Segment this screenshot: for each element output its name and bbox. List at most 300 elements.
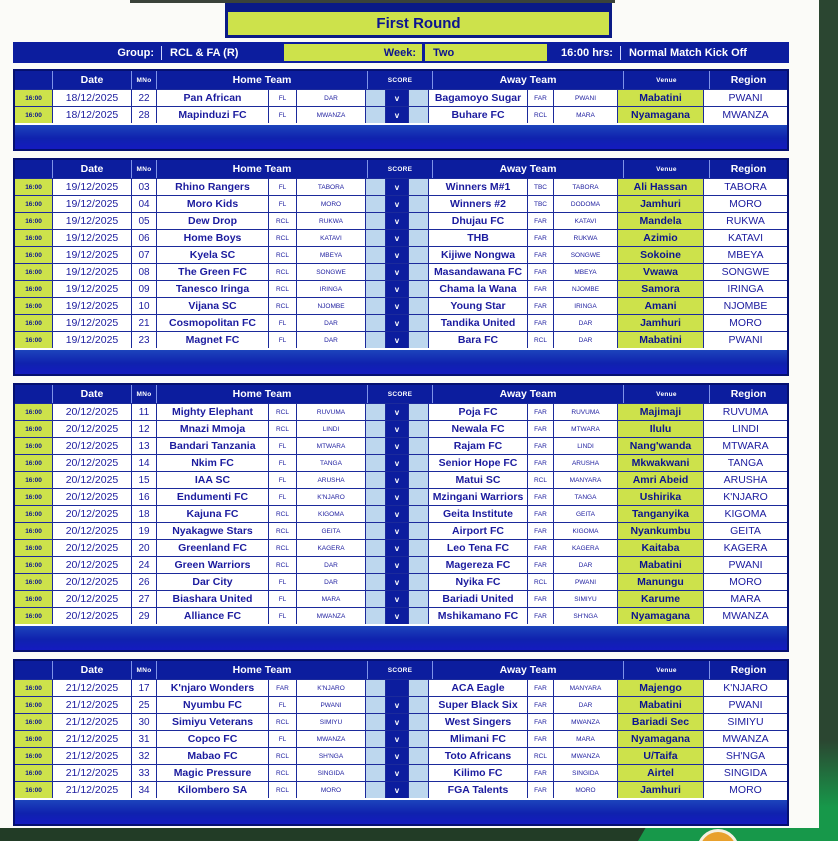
score-home-cell bbox=[366, 697, 386, 713]
fixture-section bbox=[13, 69, 789, 151]
away-league-code-cell: RCL bbox=[528, 574, 554, 590]
bottom-decor-band bbox=[0, 828, 838, 841]
home-league-code-cell: FL bbox=[269, 697, 297, 713]
group-value: RCL & FA (R) bbox=[170, 46, 239, 59]
away-team-cell: Newala FC bbox=[429, 421, 528, 437]
match-number-cell: 30 bbox=[132, 714, 157, 730]
header-region: Region bbox=[730, 664, 767, 676]
date-cell: 19/12/2025 bbox=[53, 264, 132, 280]
versus-cell: v bbox=[386, 540, 409, 556]
away-team-cell: Leo Tena FC bbox=[429, 540, 528, 556]
away-region-cell: DAR bbox=[554, 557, 618, 573]
score-home-cell bbox=[366, 714, 386, 730]
score-home-cell bbox=[366, 731, 386, 747]
score-away-cell bbox=[409, 230, 429, 246]
header-venue: Venue bbox=[624, 385, 710, 403]
region-cell: KIGOMA bbox=[724, 508, 767, 520]
score-away-cell bbox=[409, 680, 429, 696]
fixture-row bbox=[15, 420, 787, 437]
home-league-code-cell: RCL bbox=[269, 421, 297, 437]
date-cell: 20/12/2025 bbox=[53, 506, 132, 522]
home-region-cell: RUKWA bbox=[297, 213, 366, 229]
home-league-code-cell: RCL bbox=[269, 213, 297, 229]
away-region-cell: KATAVI bbox=[554, 213, 618, 229]
venue-cell: Amri Abeid bbox=[618, 472, 704, 488]
date-cell: 20/12/2025 bbox=[53, 438, 132, 454]
score-home-cell bbox=[366, 438, 386, 454]
score-home-cell bbox=[366, 782, 386, 798]
home-league-code-cell: FL bbox=[269, 472, 297, 488]
score-home-cell bbox=[366, 264, 386, 280]
home-region-cell: TANGA bbox=[297, 455, 366, 471]
venue-cell: Amani bbox=[618, 298, 704, 314]
match-number-cell: 03 bbox=[132, 179, 157, 195]
date-cell: 20/12/2025 bbox=[53, 608, 132, 624]
home-team-cell: K'njaro Wonders bbox=[157, 680, 269, 696]
week-label-box: Week: bbox=[284, 44, 422, 61]
kickoff-time-cell: 16:00 bbox=[15, 782, 53, 798]
venue-cell: Mkwakwani bbox=[618, 455, 704, 471]
away-team-cell: Kijiwe Nongwa bbox=[429, 247, 528, 263]
home-league-code-cell: FL bbox=[269, 332, 297, 348]
date-cell: 19/12/2025 bbox=[53, 281, 132, 297]
date-cell: 19/12/2025 bbox=[53, 315, 132, 331]
kickoff-time-cell: 16:00 bbox=[15, 731, 53, 747]
score-home-cell bbox=[366, 179, 386, 195]
versus-cell: v bbox=[386, 455, 409, 471]
match-number-cell: 04 bbox=[132, 196, 157, 212]
venue-cell: Mabatini bbox=[618, 557, 704, 573]
versus-cell: v bbox=[386, 298, 409, 314]
fixture-row bbox=[15, 297, 787, 314]
home-team-cell: Copco FC bbox=[157, 731, 269, 747]
home-region-cell: MWANZA bbox=[297, 608, 366, 624]
info-bar bbox=[13, 42, 789, 63]
header-away-team: Away Team bbox=[433, 160, 624, 178]
away-league-code-cell: FAR bbox=[528, 489, 554, 505]
away-team-cell: Young Star bbox=[429, 298, 528, 314]
home-league-code-cell: FL bbox=[269, 455, 297, 471]
match-number-cell: 34 bbox=[132, 782, 157, 798]
kickoff-time-cell: 16:00 bbox=[15, 591, 53, 607]
home-league-code-cell: RCL bbox=[269, 506, 297, 522]
score-home-cell bbox=[366, 489, 386, 505]
bottom-band-bright-corner bbox=[818, 828, 838, 841]
match-number-cell: 21 bbox=[132, 315, 157, 331]
versus-cell: v bbox=[386, 765, 409, 781]
score-away-cell bbox=[409, 472, 429, 488]
versus-cell: v bbox=[386, 264, 409, 280]
home-league-code-cell: FL bbox=[269, 438, 297, 454]
home-league-code-cell: FL bbox=[269, 196, 297, 212]
away-league-code-cell: RCL bbox=[528, 748, 554, 764]
fixture-row bbox=[15, 437, 787, 454]
away-league-code-cell: RCL bbox=[528, 472, 554, 488]
fixture-section bbox=[13, 383, 789, 652]
away-league-code-cell: FAR bbox=[528, 230, 554, 246]
home-region-cell: K'NJARO bbox=[297, 680, 366, 696]
away-team-cell: Dhujau FC bbox=[429, 213, 528, 229]
region-cell: SIMIYU bbox=[727, 716, 764, 728]
away-region-cell: NJOMBE bbox=[554, 281, 618, 297]
kickoff-time-cell: 16:00 bbox=[15, 298, 53, 314]
match-number-cell: 20 bbox=[132, 540, 157, 556]
home-team-cell: Simiyu Veterans bbox=[157, 714, 269, 730]
away-league-code-cell: FAR bbox=[528, 714, 554, 730]
header-mno: MNo bbox=[132, 71, 157, 89]
header-date: Date bbox=[53, 160, 132, 178]
kickoff-time-cell: 16:00 bbox=[15, 748, 53, 764]
home-league-code-cell: RCL bbox=[269, 404, 297, 420]
away-region-cell: MANYARA bbox=[554, 472, 618, 488]
kickoff-time-cell: 16:00 bbox=[15, 680, 53, 696]
header-region: Region bbox=[730, 163, 767, 175]
away-team-cell: Tandika United bbox=[429, 315, 528, 331]
away-league-code-cell: FAR bbox=[528, 90, 554, 106]
away-region-cell: KIGOMA bbox=[554, 523, 618, 539]
away-team-cell: Bariadi United bbox=[429, 591, 528, 607]
home-team-cell: Nkim FC bbox=[157, 455, 269, 471]
region-cell: MORO bbox=[729, 576, 762, 588]
fixture-row bbox=[15, 505, 787, 522]
date-cell: 18/12/2025 bbox=[53, 107, 132, 123]
home-league-code-cell: RCL bbox=[269, 264, 297, 280]
match-number-cell: 32 bbox=[132, 748, 157, 764]
score-away-cell bbox=[409, 782, 429, 798]
score-away-cell bbox=[409, 404, 429, 420]
kickoff-time-cell: 16:00 bbox=[15, 332, 53, 348]
home-team-cell: Magnet FC bbox=[157, 332, 269, 348]
match-number-cell: 23 bbox=[132, 332, 157, 348]
venue-cell: Bariadi Sec bbox=[618, 714, 704, 730]
home-league-code-cell: FAR bbox=[269, 680, 297, 696]
score-home-cell bbox=[366, 557, 386, 573]
home-league-code-cell: RCL bbox=[269, 247, 297, 263]
home-team-cell: Moro Kids bbox=[157, 196, 269, 212]
score-away-cell bbox=[409, 179, 429, 195]
date-cell: 20/12/2025 bbox=[53, 489, 132, 505]
venue-cell: Jamhuri bbox=[618, 196, 704, 212]
away-region-cell: SIMIYU bbox=[554, 591, 618, 607]
away-team-cell: Winners #2 bbox=[429, 196, 528, 212]
home-region-cell: MORO bbox=[297, 196, 366, 212]
home-region-cell: DAR bbox=[297, 315, 366, 331]
home-region-cell: SINGIDA bbox=[297, 765, 366, 781]
region-cell: MWANZA bbox=[722, 109, 769, 121]
score-away-cell bbox=[409, 523, 429, 539]
away-team-cell: Super Black Six bbox=[429, 697, 528, 713]
fixtures-table-area bbox=[13, 42, 789, 833]
fixture-row bbox=[15, 331, 787, 348]
match-number-cell: 25 bbox=[132, 697, 157, 713]
header-time bbox=[15, 71, 53, 89]
versus-cell: v bbox=[386, 523, 409, 539]
away-league-code-cell: FAR bbox=[528, 438, 554, 454]
kickoff-time-cell: 16:00 bbox=[15, 247, 53, 263]
venue-cell: Tanganyika bbox=[618, 506, 704, 522]
away-league-code-cell: FAR bbox=[528, 540, 554, 556]
kickoff-time-cell: 16:00 bbox=[15, 608, 53, 624]
away-league-code-cell: FAR bbox=[528, 455, 554, 471]
home-region-cell: NJOMBE bbox=[297, 298, 366, 314]
match-number-cell: 26 bbox=[132, 574, 157, 590]
away-region-cell: MARA bbox=[554, 107, 618, 123]
score-home-cell bbox=[366, 608, 386, 624]
date-cell: 20/12/2025 bbox=[53, 421, 132, 437]
date-cell: 20/12/2025 bbox=[53, 455, 132, 471]
match-number-cell: 07 bbox=[132, 247, 157, 263]
score-home-cell bbox=[366, 765, 386, 781]
fixture-row bbox=[15, 89, 787, 106]
venue-cell: Nyamagana bbox=[618, 608, 704, 624]
date-cell: 20/12/2025 bbox=[53, 472, 132, 488]
header-home-team: Home Team bbox=[157, 71, 368, 89]
match-number-cell: 19 bbox=[132, 523, 157, 539]
home-league-code-cell: RCL bbox=[269, 714, 297, 730]
score-home-cell bbox=[366, 281, 386, 297]
away-region-cell: MTWARA bbox=[554, 421, 618, 437]
away-region-cell: KAGERA bbox=[554, 540, 618, 556]
kickoff-time-cell: 16:00 bbox=[15, 264, 53, 280]
header-score: SCORE bbox=[368, 385, 433, 403]
date-cell: 19/12/2025 bbox=[53, 213, 132, 229]
home-team-cell: Greenland FC bbox=[157, 540, 269, 556]
fixture-row bbox=[15, 764, 787, 781]
score-away-cell bbox=[409, 731, 429, 747]
score-away-cell bbox=[409, 748, 429, 764]
score-home-cell bbox=[366, 247, 386, 263]
away-team-cell: Mzingani Warriors bbox=[429, 489, 528, 505]
date-cell: 18/12/2025 bbox=[53, 90, 132, 106]
match-number-cell: 05 bbox=[132, 213, 157, 229]
header-region: Region bbox=[730, 388, 767, 400]
home-region-cell: SONGWE bbox=[297, 264, 366, 280]
away-team-cell: West Singers bbox=[429, 714, 528, 730]
header-home-team: Home Team bbox=[157, 160, 368, 178]
score-home-cell bbox=[366, 680, 386, 696]
fixture-row bbox=[15, 556, 787, 573]
match-number-cell: 08 bbox=[132, 264, 157, 280]
header-time bbox=[15, 661, 53, 679]
away-team-cell: Bagamoyo Sugar bbox=[429, 90, 528, 106]
away-team-cell: Toto Africans bbox=[429, 748, 528, 764]
score-away-cell bbox=[409, 557, 429, 573]
score-home-cell bbox=[366, 404, 386, 420]
away-league-code-cell: FAR bbox=[528, 298, 554, 314]
fixture-row bbox=[15, 106, 787, 123]
venue-cell: Ushirika bbox=[618, 489, 704, 505]
region-cell: ARUSHA bbox=[723, 474, 768, 486]
header-home-team: Home Team bbox=[157, 385, 368, 403]
score-away-cell bbox=[409, 332, 429, 348]
header-date: Date bbox=[53, 661, 132, 679]
region-cell: NJOMBE bbox=[723, 300, 768, 312]
score-away-cell bbox=[409, 506, 429, 522]
section-filler-bar bbox=[15, 624, 787, 650]
kickoff-time-cell: 16:00 bbox=[15, 90, 53, 106]
fixture-row bbox=[15, 263, 787, 280]
date-cell: 21/12/2025 bbox=[53, 680, 132, 696]
venue-cell: Kaitaba bbox=[618, 540, 704, 556]
region-cell: MBEYA bbox=[727, 249, 764, 261]
score-home-cell bbox=[366, 591, 386, 607]
away-league-code-cell: FAR bbox=[528, 404, 554, 420]
score-home-cell bbox=[366, 107, 386, 123]
away-team-cell: ACA Eagle bbox=[429, 680, 528, 696]
away-region-cell: TABORA bbox=[554, 179, 618, 195]
score-away-cell bbox=[409, 455, 429, 471]
home-league-code-cell: FL bbox=[269, 731, 297, 747]
venue-cell: Mabatini bbox=[618, 332, 704, 348]
fixture-row bbox=[15, 679, 787, 696]
header-time bbox=[15, 160, 53, 178]
venue-cell: Ilulu bbox=[618, 421, 704, 437]
away-league-code-cell: FAR bbox=[528, 281, 554, 297]
versus-cell: v bbox=[386, 608, 409, 624]
region-cell: TABORA bbox=[724, 181, 767, 193]
date-cell: 21/12/2025 bbox=[53, 782, 132, 798]
fixture-row bbox=[15, 280, 787, 297]
home-region-cell: DAR bbox=[297, 90, 366, 106]
kickoff-time-cell: 16:00 bbox=[15, 421, 53, 437]
score-away-cell bbox=[409, 574, 429, 590]
venue-cell: Nyamagana bbox=[618, 107, 704, 123]
home-region-cell: DAR bbox=[297, 557, 366, 573]
fixture-row bbox=[15, 488, 787, 505]
away-league-code-cell: FAR bbox=[528, 506, 554, 522]
home-team-cell: Tanesco Iringa bbox=[157, 281, 269, 297]
header-time bbox=[15, 385, 53, 403]
home-league-code-cell: RCL bbox=[269, 298, 297, 314]
home-team-cell: Mighty Elephant bbox=[157, 404, 269, 420]
match-number-cell: 09 bbox=[132, 281, 157, 297]
home-league-code-cell: RCL bbox=[269, 748, 297, 764]
fixture-row bbox=[15, 607, 787, 624]
fixture-row bbox=[15, 403, 787, 420]
away-league-code-cell: FAR bbox=[528, 680, 554, 696]
away-region-cell: MWANZA bbox=[554, 748, 618, 764]
away-team-cell: Kilimo FC bbox=[429, 765, 528, 781]
home-region-cell: KAGERA bbox=[297, 540, 366, 556]
versus-cell: v bbox=[386, 332, 409, 348]
region-cell: RUVUMA bbox=[722, 406, 769, 418]
home-team-cell: Mapinduzi FC bbox=[157, 107, 269, 123]
away-region-cell: ARUSHA bbox=[554, 455, 618, 471]
right-decor-strip bbox=[819, 0, 838, 841]
away-league-code-cell: FAR bbox=[528, 247, 554, 263]
score-home-cell bbox=[366, 421, 386, 437]
home-region-cell: MORO bbox=[297, 782, 366, 798]
fixture-row bbox=[15, 730, 787, 747]
region-cell: MWANZA bbox=[722, 733, 769, 745]
date-cell: 21/12/2025 bbox=[53, 731, 132, 747]
kickoff-time-cell: 16:00 bbox=[15, 179, 53, 195]
fixture-row bbox=[15, 713, 787, 730]
kickoff-time-cell: 16:00 bbox=[15, 404, 53, 420]
score-home-cell bbox=[366, 540, 386, 556]
date-cell: 21/12/2025 bbox=[53, 748, 132, 764]
home-team-cell: The Green FC bbox=[157, 264, 269, 280]
versus-cell: v bbox=[386, 230, 409, 246]
away-team-cell: Bara FC bbox=[429, 332, 528, 348]
date-cell: 19/12/2025 bbox=[53, 247, 132, 263]
score-away-cell bbox=[409, 264, 429, 280]
away-league-code-cell: RCL bbox=[528, 332, 554, 348]
match-number-cell: 18 bbox=[132, 506, 157, 522]
sections bbox=[13, 69, 789, 826]
home-team-cell: Rhino Rangers bbox=[157, 179, 269, 195]
home-league-code-cell: FL bbox=[269, 179, 297, 195]
versus-cell: v bbox=[386, 281, 409, 297]
away-region-cell: PWANI bbox=[554, 90, 618, 106]
away-team-cell: Senior Hope FC bbox=[429, 455, 528, 471]
fixture-section bbox=[13, 158, 789, 376]
match-number-cell: 17 bbox=[132, 680, 157, 696]
score-away-cell bbox=[409, 765, 429, 781]
section-header-row bbox=[15, 385, 787, 403]
match-number-cell: 31 bbox=[132, 731, 157, 747]
home-team-cell: Vijana SC bbox=[157, 298, 269, 314]
venue-cell: Nyankumbu bbox=[618, 523, 704, 539]
match-number-cell: 33 bbox=[132, 765, 157, 781]
away-team-cell: FGA Talents bbox=[429, 782, 528, 798]
kickoff-time-label: 16:00 hrs: bbox=[561, 46, 613, 59]
score-away-cell bbox=[409, 714, 429, 730]
away-region-cell: MORO bbox=[554, 782, 618, 798]
venue-cell: Manungu bbox=[618, 574, 704, 590]
home-region-cell: MWANZA bbox=[297, 731, 366, 747]
header-home-team: Home Team bbox=[157, 661, 368, 679]
away-team-cell: Winners M#1 bbox=[429, 179, 528, 195]
match-number-cell: 27 bbox=[132, 591, 157, 607]
home-team-cell: Dew Drop bbox=[157, 213, 269, 229]
away-region-cell: MANYARA bbox=[554, 680, 618, 696]
away-team-cell: Nyika FC bbox=[429, 574, 528, 590]
region-cell: PWANI bbox=[728, 559, 763, 571]
region-cell: MORO bbox=[729, 784, 762, 796]
header-venue: Venue bbox=[624, 661, 710, 679]
round-title-banner bbox=[225, 3, 612, 38]
away-team-cell: Geita Institute bbox=[429, 506, 528, 522]
kickoff-time-cell: 16:00 bbox=[15, 107, 53, 123]
kickoff-time-cell: 16:00 bbox=[15, 557, 53, 573]
away-team-cell: Masandawana FC bbox=[429, 264, 528, 280]
match-number-cell: 15 bbox=[132, 472, 157, 488]
region-cell: GEITA bbox=[730, 525, 761, 537]
week-value-box: Two bbox=[425, 44, 547, 61]
score-away-cell bbox=[409, 591, 429, 607]
fixture-row bbox=[15, 471, 787, 488]
kickoff-time-cell: 16:00 bbox=[15, 472, 53, 488]
score-home-cell bbox=[366, 298, 386, 314]
home-team-cell: IAA SC bbox=[157, 472, 269, 488]
score-away-cell bbox=[409, 196, 429, 212]
kickoff-time-cell: 16:00 bbox=[15, 281, 53, 297]
away-region-cell: PWANI bbox=[554, 574, 618, 590]
away-team-cell: Mlimani FC bbox=[429, 731, 528, 747]
score-away-cell bbox=[409, 315, 429, 331]
away-region-cell: RUKWA bbox=[554, 230, 618, 246]
score-home-cell bbox=[366, 574, 386, 590]
region-cell: RUKWA bbox=[726, 215, 765, 227]
away-region-cell: SINGIDA bbox=[554, 765, 618, 781]
away-league-code-cell: FAR bbox=[528, 557, 554, 573]
away-league-code-cell: TBC bbox=[528, 196, 554, 212]
match-number-cell: 13 bbox=[132, 438, 157, 454]
away-region-cell: GEITA bbox=[554, 506, 618, 522]
date-cell: 20/12/2025 bbox=[53, 404, 132, 420]
away-league-code-cell: FAR bbox=[528, 213, 554, 229]
